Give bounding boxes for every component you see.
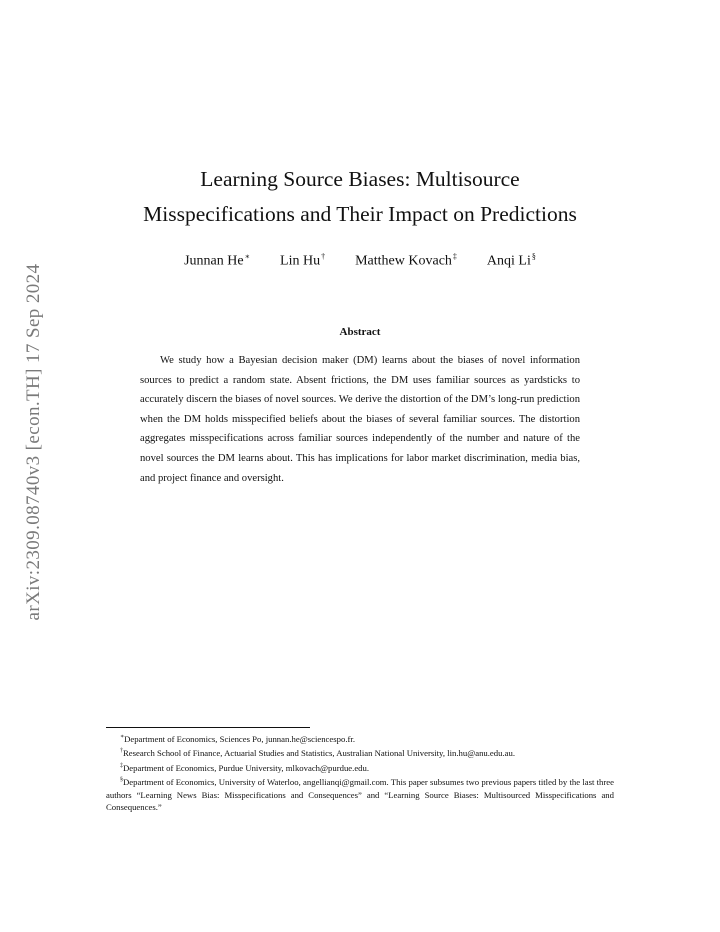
paper-title xyxy=(90,162,630,232)
author-name: Junnan He xyxy=(184,253,244,269)
title-line-1: Learning Source Biases: Multisource xyxy=(200,167,520,191)
author-name: Matthew Kovach xyxy=(355,253,452,269)
footnote-text: Department of Economics, Sciences Po, junnan.he@sciencespo.fr. xyxy=(124,733,355,744)
author-name: Lin Hu xyxy=(280,253,321,269)
footnote-3 xyxy=(106,760,614,774)
footnote-text: Department of Economics, University of Waterloo, angellianqi@gmail.com. This paper subsumes two previous papers titled by the last three authors “Learning News Bias: Misspecifications and Consequences” and “Learning Source Biases: Multisourced Misspecifications and Consequences.” xyxy=(106,777,614,813)
arxiv-identifier-stamp: arXiv:2309.08740v3 [econ.TH] 17 Sep 2024 xyxy=(23,263,44,621)
footnote-divider xyxy=(106,727,310,728)
author-1 xyxy=(184,252,250,270)
author-list xyxy=(130,252,590,270)
author-4 xyxy=(487,252,536,270)
author-footnote-mark: ‡ xyxy=(452,252,457,261)
footnote-mark: † xyxy=(120,748,123,755)
footnote-mark: § xyxy=(120,777,123,784)
author-footnote-mark: † xyxy=(321,252,326,261)
abstract-body: We study how a Bayesian decision maker (DM) learns about the biases of novel information sources to predict a random state. Absent frictions, the DM uses familiar sources as yardsticks to accurately discern the biases of novel sources. We derive the distortion of the DM’s long-run prediction when the DM holds misspecified beliefs about the biases of several familiar sources. The distortion aggregates misspecifications across familiar sources independently of the number and nature of the novel sources the DM learns about. This has implications for labor market discrimination, media bias, and project finance and oversight. xyxy=(140,355,580,484)
footnote-mark: ∗ xyxy=(120,734,125,740)
author-name: Anqi Li xyxy=(486,253,531,269)
author-2 xyxy=(280,252,325,270)
author-footnote-mark: § xyxy=(531,252,536,261)
author-footnote-mark: ∗ xyxy=(244,252,251,261)
footnote-text: Research School of Finance, Actuarial Studies and Statistics, Australian National University, lin.hu@anu.edu.au. xyxy=(123,748,516,759)
abstract-heading: Abstract xyxy=(339,326,381,338)
footnote-4 xyxy=(106,774,614,813)
title-line-2: Misspecifications and Their Impact on Predictions xyxy=(143,202,577,226)
footnote-1 xyxy=(106,731,614,745)
footnote-text: Department of Economics, Purdue University, mlkovach@purdue.edu. xyxy=(123,762,370,773)
author-3 xyxy=(355,252,457,270)
footnote-mark: ‡ xyxy=(120,762,123,769)
footnote-2 xyxy=(106,745,614,759)
footnotes xyxy=(106,731,614,814)
